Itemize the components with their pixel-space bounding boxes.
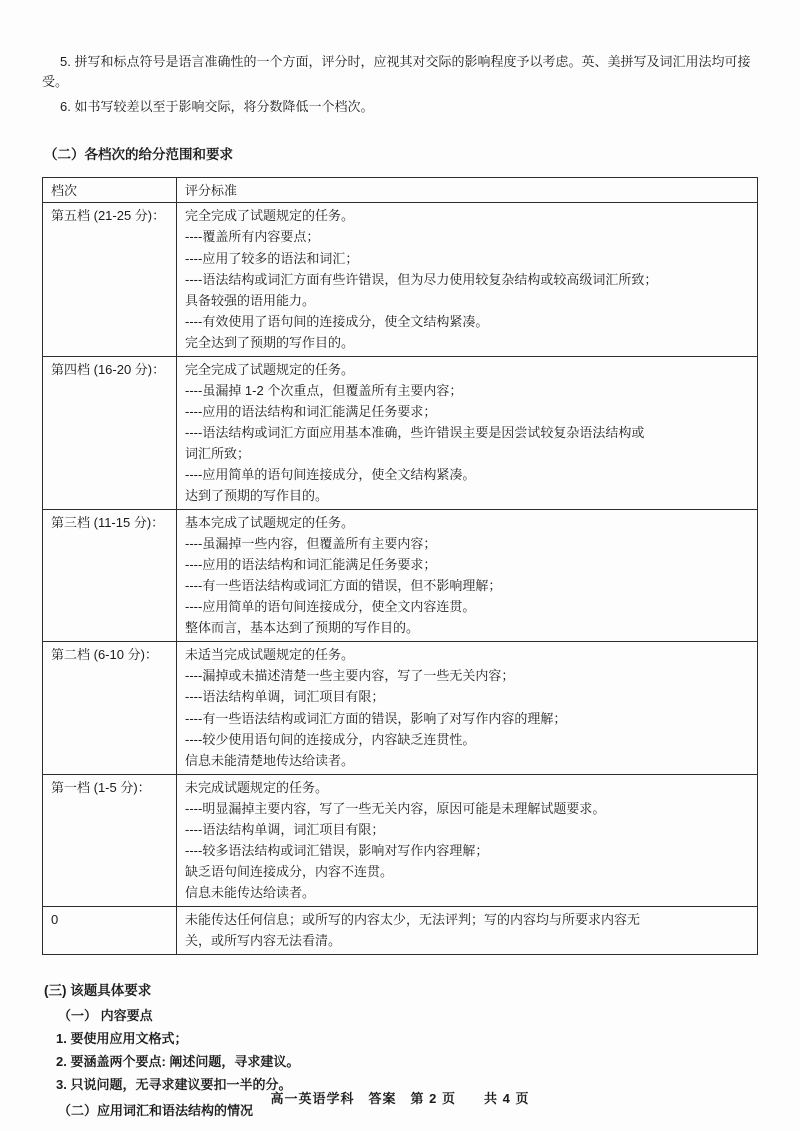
criteria-line: 信息未能清楚地传达给读者。: [185, 752, 355, 768]
criteria-line: ----明显漏掉主要内容，写了一些无关内容，原因可能是未理解试题要求。: [185, 800, 606, 816]
criteria-line: ----较多语法结构或词汇错误，影响对写作内容理解；: [185, 842, 489, 858]
rubric-table: [42, 177, 758, 955]
criteria-line: ----应用的语法结构和词汇能满足任务要求；: [185, 557, 437, 573]
criteria-line: ----应用简单的语句间连接成分，使全文结构紧凑。: [185, 466, 476, 482]
criteria-line: 缺乏语句间连接成分，内容不连贯。: [185, 863, 394, 879]
column-header-criteria: 评分标准: [177, 178, 758, 203]
criteria-line: 完全完成了试题规定的任务。: [185, 208, 355, 224]
level-cell: 第一档 (1-5 分)：: [43, 774, 177, 906]
criteria-line: ----语法结构单调，词汇项目有限；: [185, 821, 385, 837]
note-item: 6. 如书写较差以至于影响交际，将分数降低一个档次。: [60, 99, 374, 115]
criteria-line: ----应用的语法结构和词汇能满足任务要求；: [185, 403, 437, 419]
criteria-line: 未完成试题规定的任务。: [185, 779, 329, 795]
criteria-line: ----虽漏掉一些内容，但覆盖所有主要内容；: [185, 536, 437, 552]
criteria-line: ----覆盖所有内容要点；: [185, 229, 320, 245]
intro-notes: [42, 52, 758, 117]
criteria-line: 信息未能传达给读者。: [185, 884, 316, 900]
table-row: [43, 203, 758, 356]
column-header-level: 档次: [43, 178, 177, 203]
criteria-line: ----较少使用语句间的连接成分，内容缺乏连贯性。: [185, 731, 476, 747]
table-row: [43, 906, 758, 954]
criteria-line: 关，或所写内容无法看清。: [185, 932, 342, 948]
criteria-line: 具备较强的语用能力。: [185, 292, 316, 308]
sub1-heading: （一） 内容要点: [58, 1008, 153, 1024]
criteria-line: ----有一些语法结构或词汇方面的错误，影响了对写作内容的理解；: [185, 710, 567, 726]
criteria-cell: [177, 642, 758, 774]
section3-heading: (三) 该题具体要求: [44, 983, 152, 999]
criteria-line: ----语法结构或词汇方面有些许错误，但为尽力使用较复杂结构或较高级词汇所致；: [185, 271, 658, 287]
criteria-line: 达到了预期的写作目的。: [185, 488, 329, 504]
level-cell: 0: [43, 906, 177, 954]
criteria-line: ----虽漏掉 1-2 个次重点，但覆盖所有主要内容；: [185, 382, 463, 398]
criteria-line: 完全完成了试题规定的任务。: [185, 361, 355, 377]
criteria-line: ----应用简单的语句间连接成分，使全文内容连贯。: [185, 599, 476, 615]
criteria-line: 未能传达任何信息；或所写的内容太少，无法评判；写的内容均与所要求内容无: [185, 911, 641, 927]
section2-heading: （二）各档次的给分范围和要求: [44, 147, 233, 163]
criteria-line: ----有一些语法结构或词汇方面的错误，但不影响理解；: [185, 578, 502, 594]
table-row: [43, 774, 758, 906]
criteria-line: 整体而言，基本达到了预期的写作目的。: [185, 620, 420, 636]
criteria-line: 完全达到了预期的写作目的。: [185, 334, 355, 350]
criteria-line: ----语法结构或词汇方面应用基本准确，些许错误主要是因尝试较复杂语法结构或: [185, 424, 645, 440]
criteria-cell: [177, 510, 758, 642]
criteria-cell: [177, 906, 758, 954]
sub2-heading: （二）应用词汇和语法结构的情况: [58, 1103, 254, 1119]
page-footer: 高一英语学科 答案 第 2 页 共 4 页: [270, 1091, 530, 1106]
criteria-cell: [177, 203, 758, 356]
level-cell: 第四档 (16-20 分)：: [43, 356, 177, 509]
criteria-cell: [177, 356, 758, 509]
criteria-line: 词汇所致；: [185, 445, 251, 461]
level-cell: 第三档 (11-15 分)：: [43, 510, 177, 642]
note-item: 5. 拼写和标点符号是语言准确性的一个方面，评分时，应视其对交际的影响程度予以考虑。英、美拼写及词汇用法均可接受。: [42, 54, 751, 90]
criteria-line: ----语法结构单调，词汇项目有限；: [185, 689, 385, 705]
table-row: [43, 642, 758, 774]
table-row: [43, 510, 758, 642]
table-header-row: [43, 178, 758, 203]
criteria-line: ----漏掉或未描述清楚一些主要内容，写了一些无关内容；: [185, 668, 515, 684]
table-row: [43, 356, 758, 509]
content-point-item: 3. 只说问题，无寻求建议要扣一半的分。: [56, 1077, 292, 1093]
rubric-table-body: [43, 203, 758, 955]
level-cell: 第二档 (6-10 分)：: [43, 642, 177, 774]
criteria-line: ----应用了较多的语法和词汇；: [185, 250, 359, 266]
content-points: [42, 1029, 758, 1095]
criteria-line: 基本完成了试题规定的任务。: [185, 515, 355, 531]
content-point-item: 2. 要涵盖两个要点: 阐述问题，寻求建议。: [56, 1054, 300, 1070]
level-cell: 第五档 (21-25 分)：: [43, 203, 177, 356]
criteria-line: ----有效使用了语句间的连接成分，使全文结构紧凑。: [185, 313, 489, 329]
content-point-item: 1. 要使用应用文格式；: [56, 1031, 188, 1047]
criteria-cell: [177, 774, 758, 906]
criteria-line: 未适当完成试题规定的任务。: [185, 647, 355, 663]
